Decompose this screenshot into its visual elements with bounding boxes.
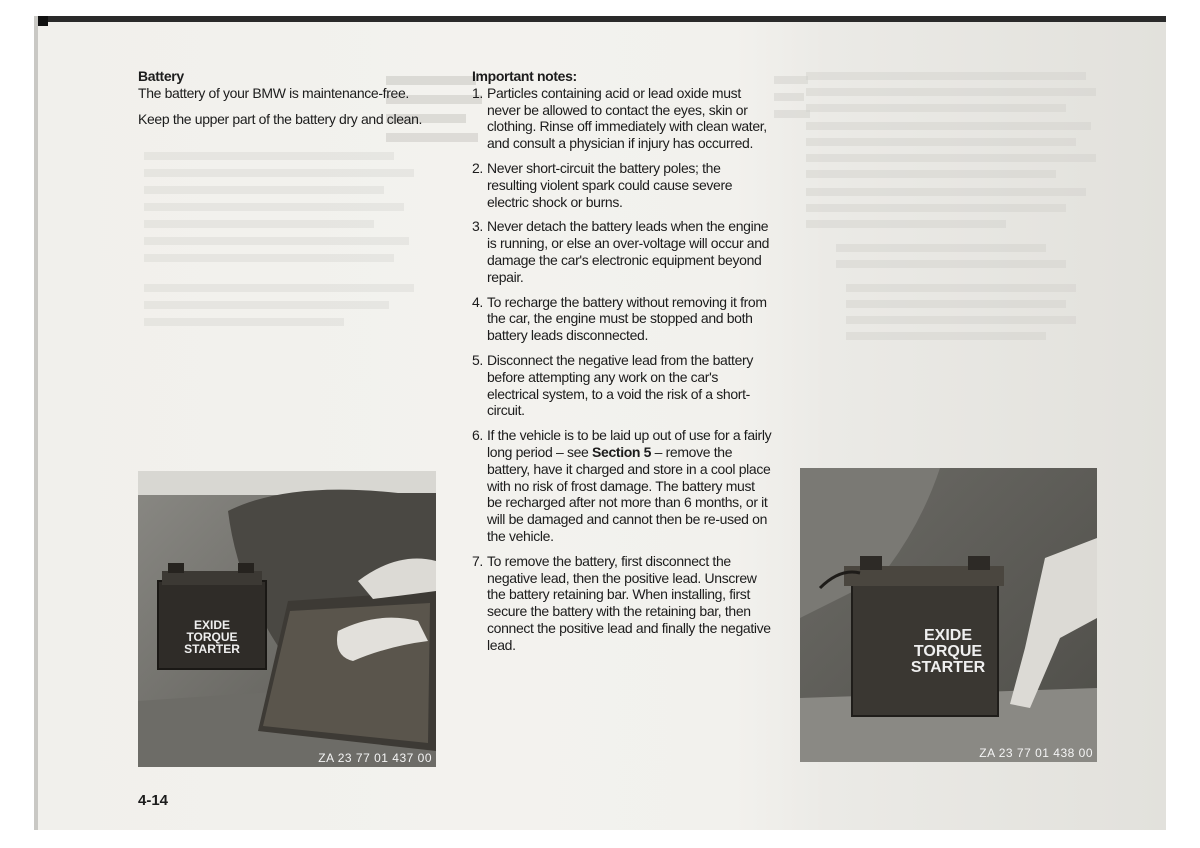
bleed-through-left-body: [144, 146, 434, 386]
note-item: [472, 553, 772, 654]
battery-brand-right: EXIDE TORQUE STARTER: [910, 627, 986, 676]
note-number: 7.: [472, 552, 483, 569]
battery-terminal-illustration: [800, 468, 1097, 762]
notes-title: Important notes:: [472, 68, 577, 84]
note-item: [472, 427, 772, 545]
note-item: [472, 218, 772, 285]
note-text: Never short-circuit the battery poles; the resulting violent spark could cause severe electric shock or burns.: [487, 159, 733, 210]
bleed-through-right: [806, 68, 1106, 408]
notes-list: [472, 85, 772, 654]
note-number: 4.: [472, 293, 483, 310]
note-text: Particles containing acid or lead oxide must never be allowed to contact the eyes, skin or clothing. Rinse off immediately with clean water, and consult a physician if injury has occurred.: [487, 84, 767, 152]
page-number: 4-14: [138, 792, 169, 809]
note-number: 2.: [472, 159, 483, 176]
photo-reference-left: ZA 23 77 01 437 00: [318, 751, 432, 765]
maintenance-free-text: The battery of your BMW is maintenance-free.: [138, 84, 409, 101]
important-notes: [472, 68, 772, 662]
battery-brand-left: EXIDE TORQUE STARTER: [184, 618, 240, 656]
section-reference: Section 5: [592, 443, 652, 460]
battery-section: [138, 68, 428, 136]
scanned-page: [34, 16, 1166, 830]
note-text: Never detach the battery leads when the engine is running, or else an over-voltage will occur and damage the car's electronic equipment beyond repair.: [487, 218, 770, 285]
scan-top-edge: [34, 16, 1166, 22]
note-number: 6.: [472, 427, 483, 444]
battery-photo-right: [800, 468, 1097, 762]
note-text: If the vehicle is to be laid up out of use for a fairly long period – see: [487, 427, 772, 460]
scan-left-edge: [34, 16, 38, 830]
battery-photo-left: [138, 471, 436, 767]
note-text-continued: – remove the battery, have it charged and store in a cool place with no risk of frost damage. The battery must be recharged after not more than 6 months, or it will be damaged and cannot then be re-used on the vehicle.: [487, 443, 771, 544]
photo-reference-right: ZA 23 77 01 438 00: [979, 746, 1093, 760]
battery-heading: Battery: [138, 68, 184, 84]
note-item: [472, 160, 772, 210]
note-item: [472, 352, 772, 419]
note-number: 5.: [472, 351, 483, 368]
note-item: [472, 294, 772, 344]
note-item: [472, 85, 772, 152]
note-text: To recharge the battery without removing it from the car, the engine must be stopped and both battery leads disconnected.: [487, 293, 767, 344]
keep-clean-text: Keep the upper part of the battery dry and clean.: [138, 110, 423, 127]
note-text: To remove the battery, first disconnect the negative lead, then the positive lead. Unscrew the battery retaining bar. When installing, first secure the battery with the retaining bar, then connect the positive lead and finally the negative lead.: [487, 552, 771, 653]
note-number: 1.: [472, 84, 483, 101]
note-text: Disconnect the negative lead from the battery before attempting any work on the car's electrical system, to a void the risk of a short-circuit.: [487, 351, 753, 419]
note-number: 3.: [472, 218, 483, 235]
